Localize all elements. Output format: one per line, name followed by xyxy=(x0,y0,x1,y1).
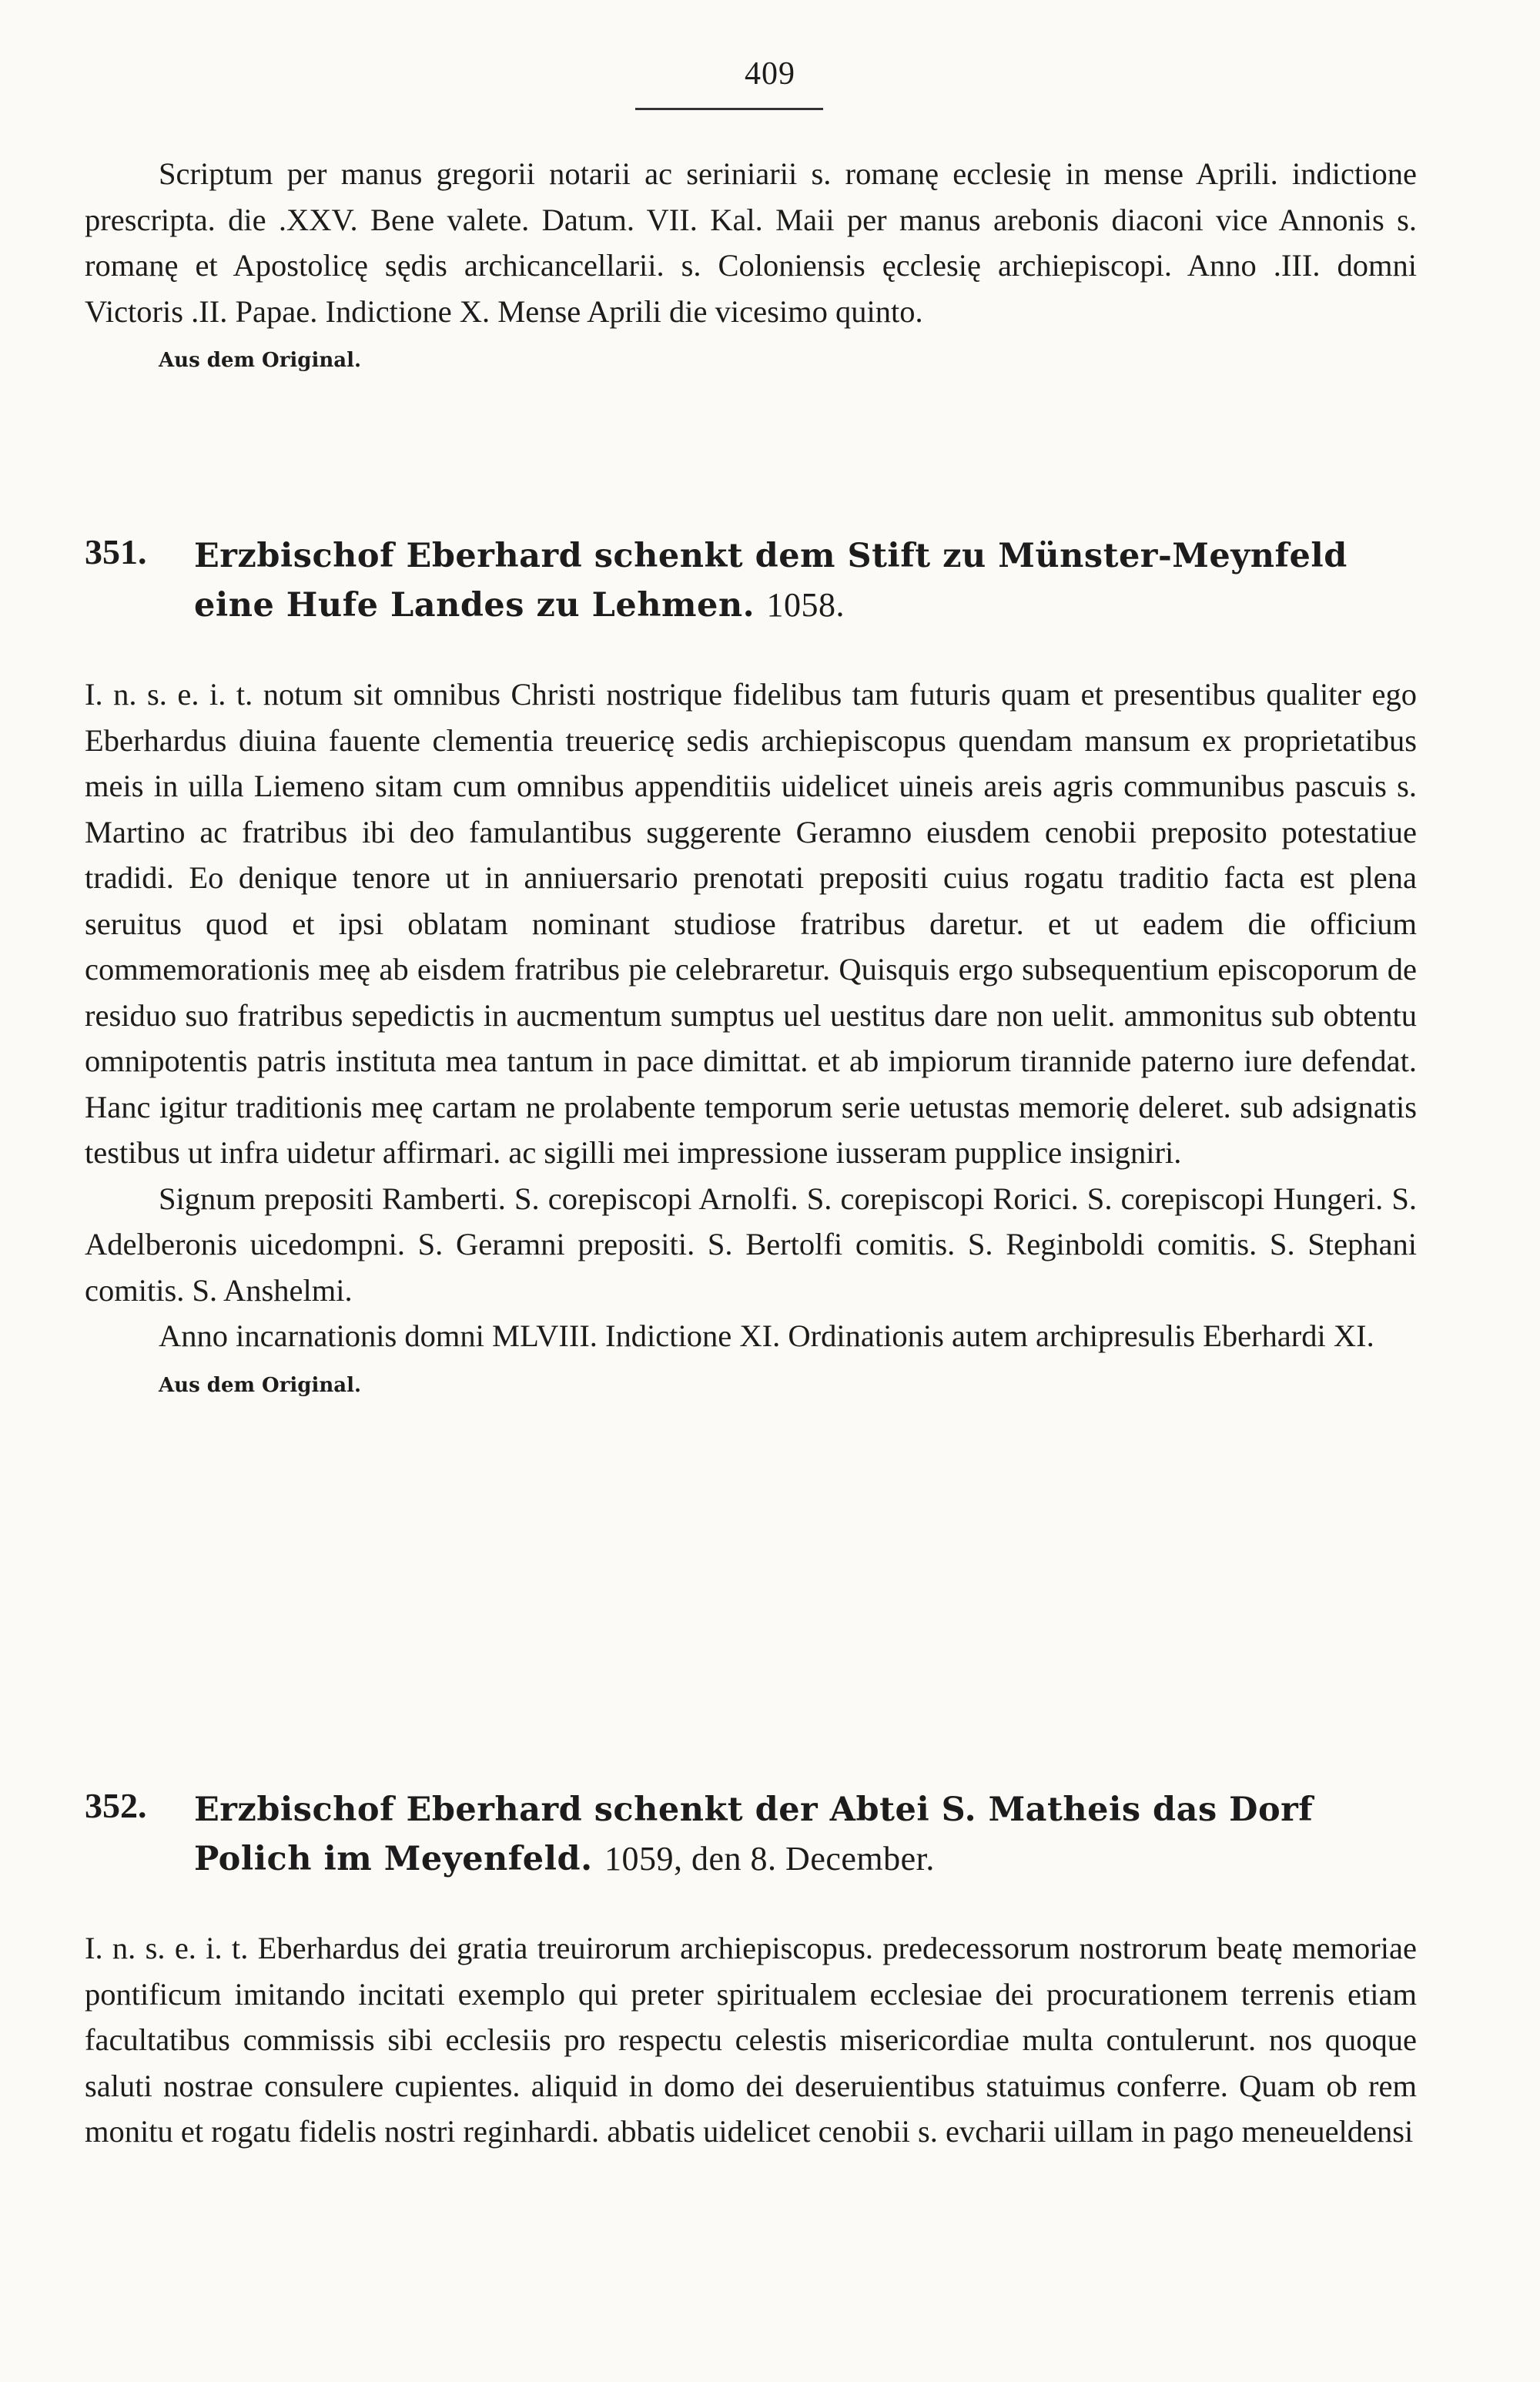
doc-351-text: I. n. s. e. i. t. notum sit omnibus Christi nostrique fidelibus tam futuris quam et presentibus qualiter ego Eberhardus diuina fauente clementia treuericę sedis archiepiscopus quendam mansum ex proprietatibus meis in uilla Liemeno sitam cum omnibus appenditiis uidelicet uineis areis agris communibus pascuis s. Martino ac fratribus ibi deo famulantibus suggerente Geramno eiusdem cenobii preposito potestatiue tradidi. Eo denique tenore ut in anniuersario prenotati prepositi cuius rogatu traditio facta est plena seruitus quod et ipsi oblatam nominant studiose fratribus daretur. et ut eadem die officium commemorationis meę ab eisdem fratribus pie celebraretur. Quisquis ergo subsequentium episcoporum de residuo suo fratribus sepedictis in aucmentum sumptus uel uestitus dare non uelit. ammonitus sub obtentu omnipotentis patris instituta mea tantum in pace dimittat. et ab impiorum tirannide paterno iure defendat. Hanc igitur traditionis meę cartam ne prolabente temporum serie uetustas memorię deleret. sub adsignatis testibus ut infra uidetur affirmari. ac sigilli mei impressione iusseram pupplice insigniri. xyxy=(85,677,1417,1170)
doc-352-title-text: Erzbischof Eberhard schenkt der Abtei S. Matheis das Dorf Polich im Meyenfeld. xyxy=(194,1791,1314,1878)
doc-352-title xyxy=(85,1785,1417,1884)
doc-351-source: Aus dem Original. xyxy=(159,1373,362,1397)
doc-352-text: I. n. s. e. i. t. Eberhardus dei gratia treuirorum archiepiscopus. predecessorum nostrorum beatę memoriae pontificum imitando incitati exemplo qui preter spiritualem ecclesiae dei procurationem terrenis etiam facultatibus commissis sibi ecclesiis pro respectu celestis misericordiae multa contulerunt. nos quoque saluti nostrae consulere cupientes. aliquid in domo dei deseruientibus statuimus conferre. Quam ob rem monitu et rogatu fidelis nostri reginhardi. abbatis uidelicet cenobii s. evcharii uillam in pago meneueldensi xyxy=(85,1931,1417,2149)
doc-352-year: 1059, den 8. December. xyxy=(604,1840,935,1878)
doc-351-title xyxy=(85,531,1417,630)
previous-document-text: Scriptum per manus gregorii notarii ac seriniarii s. romanę ecclesię in mense Aprili. indictione prescripta. die .XXV. Bene valete. Datum. VII. Kal. Maii per manus arebonis diaconi vice Annonis s. romanę et Apostolicę sędis archicancellarii. s. Coloniensis ęcclesię archiepiscopi. Anno .III. domni Victoris .II. Papae. Indictione X. Mense Aprili die vicesimo quinto. xyxy=(85,156,1417,329)
doc-351-number: 351. xyxy=(85,532,147,571)
doc-352-body xyxy=(85,1925,1417,2155)
doc-352-heading xyxy=(85,1785,1417,1884)
page-number: 409 xyxy=(745,56,795,92)
doc-351-title-text: Erzbischof Eberhard schenkt dem Stift zu Münster-Meynfeld eine Hufe Landes zu Lehmen. xyxy=(194,537,1348,625)
doc-351-year: 1058. xyxy=(766,586,845,624)
doc-351-heading xyxy=(85,531,1417,630)
doc-351-body xyxy=(85,672,1417,1401)
page-number-rule xyxy=(635,108,823,110)
doc-351-signa: Signum prepositi Ramberti. S. corepiscopi Arnolfi. S. corepiscopi Rorici. S. corepiscopi Hungeri. S. Adelberonis uicedompni. S. Geramni prepositi. S. Bertolfi comitis. S. Reginboldi comitis. S. Stephani comitis. S. Anshelmi. xyxy=(85,1181,1417,1308)
doc-351-dating: Anno incarnationis domni MLVIII. Indictione XI. Ordinationis autem archipresulis Eberhardi XI. xyxy=(159,1318,1374,1353)
doc-352-number: 352. xyxy=(85,1786,147,1825)
previous-document-source: Aus dem Original. xyxy=(159,349,362,372)
previous-document-ending xyxy=(85,151,1417,376)
